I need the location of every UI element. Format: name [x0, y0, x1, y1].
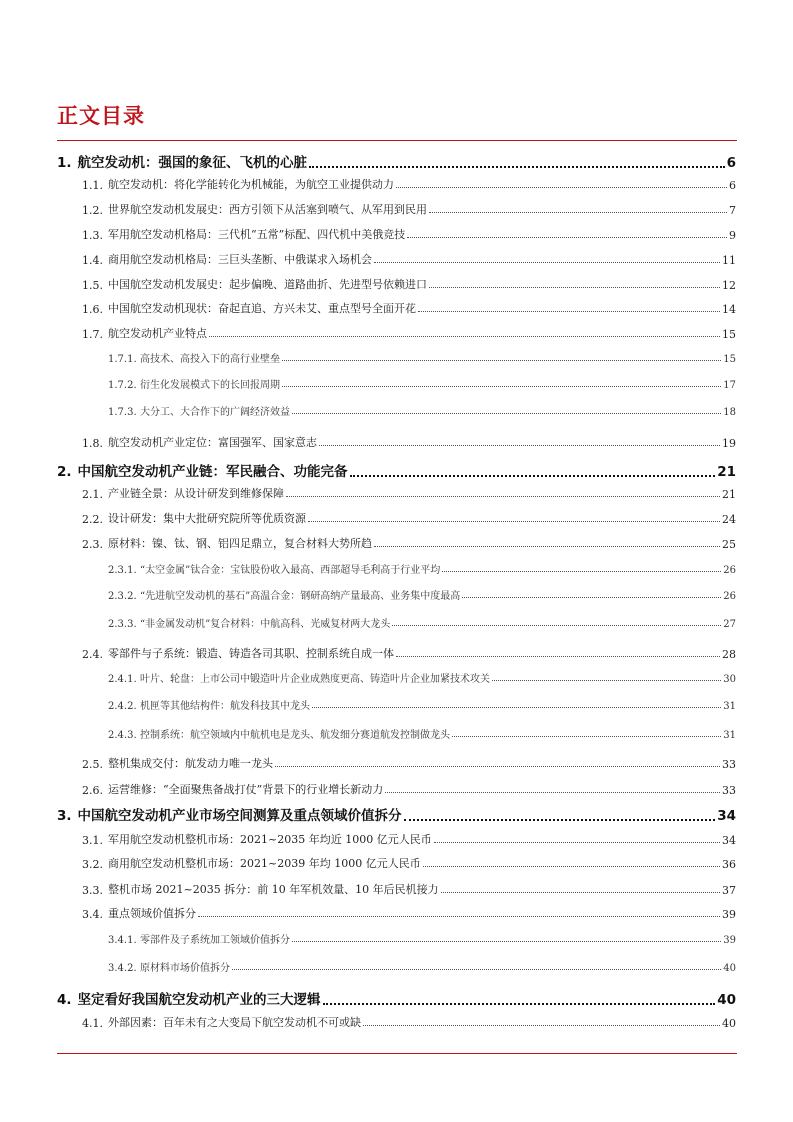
toc-leader-dots	[363, 1024, 720, 1026]
toc-entry[interactable]	[82, 226, 736, 242]
toc-entry[interactable]	[108, 561, 736, 576]
toc-leader-dots	[292, 940, 721, 942]
toc-leader-dots	[392, 624, 721, 626]
toc-entry-number: 1.7.1.	[108, 354, 137, 365]
toc-entry-number: 2.4.1.	[108, 674, 137, 685]
toc-leader-dots	[385, 791, 720, 793]
toc-entry-page: 37	[722, 884, 736, 897]
toc-entry-title: 军用航空发动机格局：三代机“五常”标配、四代机中美俄竞技	[108, 228, 406, 241]
toc-leader-dots	[407, 236, 727, 238]
toc-entry[interactable]	[82, 1014, 736, 1030]
toc-entry-title: 中国航空发动机产业市场空间测算及重点领域价值拆分	[77, 808, 402, 824]
toc-entry-number: 2.5.	[82, 758, 103, 771]
toc-entry-page: 11	[722, 254, 736, 267]
toc-entry-page: 26	[723, 591, 736, 602]
toc-leader-dots	[282, 359, 721, 361]
toc-entry-title: 原材料：镍、钛、钢、铝四足鼎立，复合材料大势所趋	[108, 537, 372, 550]
toc-entry-title: 重点领域价值拆分	[108, 907, 196, 920]
toc-entry-page: 39	[722, 908, 736, 921]
toc-entry-page: 19	[722, 437, 736, 450]
toc-entry-number: 2.4.2.	[108, 701, 137, 712]
toc-entry[interactable]	[82, 251, 736, 267]
toc-entry-title: “先进航空发动机的基石”高温合金：钢研高纳产量最高、业务集中度最高	[140, 591, 461, 602]
toc-entry-number: 1.1.	[82, 179, 103, 192]
toc-entry-title: 产业链全景：从设计研发到维修保障	[108, 487, 284, 500]
toc-entry-title: 中国航空发动机产业链：军民融合、功能完备	[77, 464, 348, 480]
toc-entry[interactable]	[82, 325, 736, 341]
toc-entry-number: 2.3.3.	[108, 619, 137, 630]
toc-entry-page: 21	[722, 488, 736, 501]
toc-entry[interactable]	[57, 151, 736, 171]
toc-leader-dots	[374, 261, 720, 263]
toc-entry[interactable]	[82, 831, 736, 847]
toc-entry-number: 2.1.	[82, 488, 103, 501]
toc-entry-title: 中国航空发动机现状：奋起直追、方兴未艾、重点型号全面开花	[108, 302, 416, 315]
toc-entry-page: 28	[722, 648, 736, 661]
footer-divider	[57, 1053, 737, 1054]
toc-entry-page: 36	[722, 858, 736, 871]
toc-entry-title: 控制系统：航空领域内中航机电是龙头、航发细分赛道航发控制做龙头	[140, 730, 450, 741]
toc-leader-dots	[396, 655, 720, 657]
toc-entry-title: 商用航空发动机格局：三巨头垄断、中俄谋求入场机会	[108, 253, 372, 266]
toc-entry-page: 30	[723, 674, 736, 685]
toc-leader-dots	[396, 186, 727, 188]
toc-entry-title: 中国航空发动机发展史：起步偏晚、道路曲折、先进型号依赖进口	[108, 278, 427, 291]
toc-entry-title: 原材料市场价值拆分	[140, 963, 230, 974]
toc-entry-title: 整机集成交付：航发动力唯一龙头	[108, 757, 273, 770]
toc-leader-dots	[423, 865, 720, 867]
toc-entry-page: 27	[723, 619, 736, 630]
toc-entry-number: 2.2.	[82, 513, 103, 526]
toc-entry-number: 3.2.	[82, 858, 103, 871]
toc-entry-page: 40	[722, 1017, 736, 1030]
toc-entry[interactable]	[82, 781, 736, 797]
toc-entry-title: 航空发动机产业定位：富国强军、国家意志	[108, 436, 317, 449]
toc-entry-title: 高技术、高投入下的高行业壁垒	[140, 354, 280, 365]
toc-entry-page: 33	[722, 758, 736, 771]
toc-entry-page: 34	[722, 834, 736, 847]
toc-entry[interactable]	[82, 485, 736, 501]
toc-entry-number: 1.7.	[82, 328, 103, 341]
toc-entry[interactable]	[57, 460, 736, 480]
toc-entry[interactable]	[108, 587, 736, 602]
toc-entry-number: 2.	[57, 464, 72, 480]
toc-entry-title: 航空发动机：将化学能转化为机械能，为航空工业提供动力	[108, 178, 394, 191]
toc-entry[interactable]	[108, 350, 736, 365]
toc-entry-title: “非金属发动机”复合材料：中航高科、光威复材两大龙头	[140, 619, 391, 630]
toc-entry-title: 机匣等其他结构件：航发科技其中龙头	[140, 701, 310, 712]
toc-entry-title: “太空金属”钛合金：宝钛股份收入最高、西部超导毛利高于行业平均	[140, 565, 441, 576]
toc-entry[interactable]	[82, 276, 736, 292]
toc-leader-dots	[492, 679, 721, 681]
toc-entry-page: 9	[729, 229, 736, 242]
toc-entry-number: 3.1.	[82, 834, 103, 847]
toc-entry[interactable]	[108, 697, 736, 712]
toc-entry-title: 大分工、大合作下的广阔经济效益	[140, 407, 290, 418]
toc-entry-page: 33	[722, 784, 736, 797]
toc-leader-dots	[462, 596, 721, 598]
toc-entry[interactable]	[57, 988, 736, 1008]
toc-entry-page: 34	[717, 808, 736, 824]
toc-entry-number: 3.4.	[82, 908, 103, 921]
toc-entry-page: 17	[723, 380, 736, 391]
toc-entry[interactable]	[82, 881, 736, 897]
toc-entry-number: 1.7.2.	[108, 380, 137, 391]
toc-leader-dots	[429, 211, 727, 213]
toc-entry-title: 衍生化发展模式下的长回报周期	[140, 380, 280, 391]
toc-leader-dots	[452, 735, 721, 737]
toc-entry-page: 31	[723, 730, 736, 741]
toc-entry-page: 15	[722, 328, 736, 341]
toc-leader-dots	[404, 818, 716, 821]
toc-entry-title: 航空发动机：强国的象征、飞机的心脏	[77, 155, 308, 171]
toc-leader-dots	[275, 765, 720, 767]
toc-entry-number: 4.1.	[82, 1017, 103, 1030]
toc-leader-dots	[282, 385, 721, 387]
toc-entry[interactable]	[82, 434, 736, 450]
toc-leader-dots	[441, 891, 720, 893]
toc-leader-dots	[442, 570, 721, 572]
toc-entry[interactable]	[82, 176, 736, 192]
toc-entry[interactable]	[82, 201, 736, 217]
toc-entry-page: 26	[723, 565, 736, 576]
toc-entry-number: 1.5.	[82, 279, 103, 292]
toc-entry-page: 39	[723, 935, 736, 946]
toc-entry-title: 零部件及子系统加工领域价值拆分	[140, 935, 290, 946]
toc-entry[interactable]	[82, 300, 736, 316]
toc-entry[interactable]	[108, 615, 736, 630]
toc-leader-dots	[429, 286, 720, 288]
toc-entry-title: 坚定看好我国航空发动机产业的三大逻辑	[77, 992, 321, 1008]
toc-entry-number: 1.4.	[82, 254, 103, 267]
toc-entry-number: 2.4.	[82, 648, 103, 661]
toc-entry[interactable]	[82, 645, 736, 661]
toc-leader-dots	[350, 474, 716, 477]
toc-leader-dots	[434, 841, 720, 843]
toc-entry-number: 1.8.	[82, 437, 103, 450]
toc-entry[interactable]	[82, 755, 736, 771]
toc-entry[interactable]	[57, 804, 736, 824]
toc-leader-dots	[292, 412, 721, 414]
toc-entry-number: 3.4.2.	[108, 963, 137, 974]
toc-leader-dots	[308, 520, 720, 522]
title-underline	[57, 140, 737, 141]
toc-entry-number: 2.4.3.	[108, 730, 137, 741]
toc-entry-title: 零部件与子系统：锻造、铸造各司其职、控制系统自成一体	[108, 647, 394, 660]
toc-entry-page: 21	[717, 464, 736, 480]
toc-entry-page: 14	[722, 303, 736, 316]
toc-entry-page: 31	[723, 701, 736, 712]
toc-entry-page: 40	[723, 963, 736, 974]
toc-entry-number: 4.	[57, 992, 72, 1008]
toc-entry-number: 1.7.3.	[108, 407, 137, 418]
toc-leader-dots	[286, 495, 720, 497]
toc-entry-page: 24	[722, 513, 736, 526]
toc-entry-title: 叶片、轮盘：上市公司中锻造叶片企业成熟度更高、铸造叶片企业加紧技术攻关	[140, 674, 490, 685]
toc-entry-page: 6	[726, 155, 736, 171]
toc-entry-number: 3.4.1.	[108, 935, 137, 946]
toc-entry[interactable]	[108, 959, 736, 974]
toc-entry-title: 整机市场 2021~2035 拆分：前 10 年军机效量、10 年后民机接力	[108, 883, 439, 896]
toc-entry[interactable]	[108, 931, 736, 946]
toc-entry-number: 3.3.	[82, 884, 103, 897]
toc-entry[interactable]	[108, 376, 736, 391]
toc-entry[interactable]	[82, 855, 736, 871]
toc-leader-dots	[198, 915, 720, 917]
toc-entry-page: 15	[723, 354, 736, 365]
toc-entry[interactable]	[108, 403, 736, 418]
toc-leader-dots	[309, 165, 725, 168]
toc-entry-title: 设计研发：集中大批研究院所等优质资源	[108, 512, 306, 525]
page-title: 正文目录	[57, 104, 145, 128]
toc-entry-title: 商用航空发动机整机市场：2021~2039 年均 1000 亿元人民币	[108, 857, 421, 870]
toc-entry-number: 2.3.	[82, 538, 103, 551]
toc-entry-number: 1.	[57, 155, 72, 171]
toc-leader-dots	[312, 706, 721, 708]
toc-leader-dots	[418, 310, 720, 312]
toc-entry[interactable]	[82, 510, 736, 526]
toc-entry-page: 40	[717, 992, 736, 1008]
toc-entry-page: 18	[723, 407, 736, 418]
toc-entry-number: 1.3.	[82, 229, 103, 242]
toc-entry[interactable]	[82, 905, 736, 921]
toc-entry[interactable]	[82, 535, 736, 551]
toc-entry-title: 军用航空发动机整机市场：2021~2035 年均近 1000 亿元人民币	[108, 833, 432, 846]
toc-leader-dots	[323, 1002, 716, 1005]
toc-entry-page: 6	[729, 179, 736, 192]
toc-entry-number: 2.3.2.	[108, 591, 137, 602]
toc-entry-number: 3.	[57, 808, 72, 824]
toc-entry-number: 1.6.	[82, 303, 103, 316]
toc-entry[interactable]	[108, 670, 736, 685]
toc-leader-dots	[374, 545, 720, 547]
toc-entry-title: 世界航空发动机发展史：西方引领下从活塞到喷气、从军用到民用	[108, 203, 427, 216]
toc-entry-title: 运营维修：“全面聚焦备战打仗”背景下的行业增长新动力	[108, 783, 384, 796]
toc-entry[interactable]	[108, 726, 736, 741]
toc-entry-number: 1.2.	[82, 204, 103, 217]
toc-entry-page: 25	[722, 538, 736, 551]
toc-leader-dots	[319, 444, 720, 446]
toc-entry-title: 外部因素：百年未有之大变局下航空发动机不可或缺	[108, 1016, 361, 1029]
toc-entry-page: 12	[722, 279, 736, 292]
toc-entry-title: 航空发动机产业特点	[108, 327, 207, 340]
toc-entry-number: 2.6.	[82, 784, 103, 797]
toc-leader-dots	[209, 335, 720, 337]
toc-entry-number: 2.3.1.	[108, 565, 137, 576]
toc-leader-dots	[232, 968, 721, 970]
toc-entry-page: 7	[729, 204, 736, 217]
